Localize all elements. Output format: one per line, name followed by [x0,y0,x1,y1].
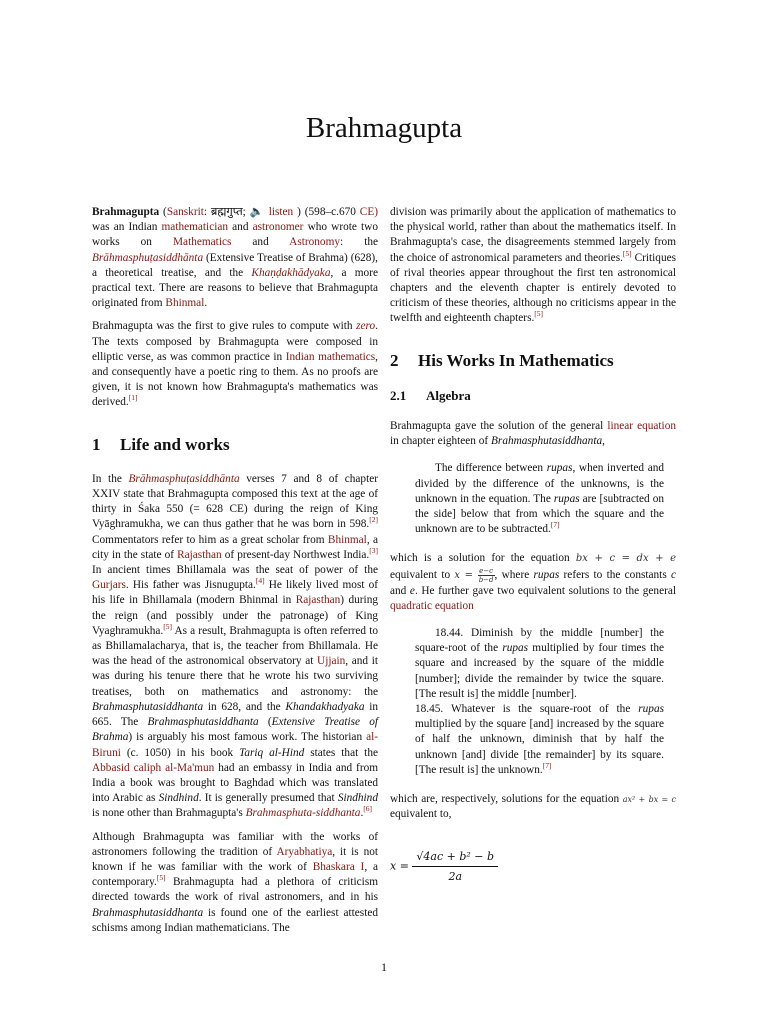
link-work-brahmasphuta-2[interactable]: Brāhmasphuṭasiddhānta [128,472,240,485]
link-abbasid-caliph[interactable]: Abbasid caliph al-Ma'mun [92,761,215,774]
link-bhinmal[interactable]: Bhinmal [165,297,205,310]
linear-solution-paragraph: which is a solution for the equation bx + c = dx + e equivalent to x = $\frac{e-c}{b-d}$ , where rupas refers to the constants c and e. He further gave two equivalent solutions to the general quadratic equation [390,552,677,612]
citation-2[interactable]: [2] [369,515,378,525]
link-gurjars[interactable]: Gurjars [92,579,126,592]
section-heading-works: 2 His Works In Mathematics [390,350,614,370]
citation-5c[interactable]: [5] [622,248,632,258]
citation-1[interactable]: [1] [128,393,138,403]
citation-5b[interactable]: [5] [156,873,166,883]
quote-quadratic-rule: 18.44. Diminish by the middle [number] the square-root of the rupas multiplied by four times the square and increased by the square of the middle [number]; divide the remainder by twice the square. [The result is] the middle [number]. 18.45. Whatever is the square-root of the rupas multiplied by the square [and] increased by the square of half the unknown, diminish that by half the unknown [and] divide [the remainder] by its square. [The result is] the unknown.[7] [415,627,664,776]
sanskrit-text: ब्रह्मगुप्त [210,206,243,218]
link-ce[interactable]: CE) [359,206,378,218]
link-astronomy[interactable]: Astronomy [289,236,341,249]
algebra-paragraph: Brahmagupta gave the solution of the general linear equation in chapter eighteen of Brahmasphutasiddhanta, [390,420,676,448]
zero-paragraph: Brahmagupta was the first to give rules to compute with zero. The texts composed by Brahmagupta were composed in elliptic verse, as was common practice in Indian mathematics, and consequently have a poetic ring to them. As no proofs are given, it is not known how Brahmagupta's mathematics was derived.[1] [92,320,378,409]
intro-paragraph: Brahmagupta (Sanskrit: ब्रह्मगुप्त; 🔈 listen ) (598–c.670 CE) was an Indian mathematician and astronomer who wrote two works on Mathematics and Astronomy: the Brāhmasphuṭasiddhānta (Extensive Treatise of Brahma) (628), a theoretical treatise, and the Khaṇḍakhādyaka, a more practical text. There are reasons to believe that Brahmagupta originated from Bhinmal. [92,206,379,310]
equation-linear: bx + c = dx + e [575,553,677,565]
division-paragraph: division was primarily about the application of mathematics to the physical world, rather than about the mathematics itself. In Brahmagupta's case, the disagreements stemmed largely from the choice of astronomical parameters and theories.[5] Critiques of rival theories appear throughout the first ten astronomical chapters and the eleventh chapter is entirely devoted to criticism of these theories, although no criticisms appear in the twelfth and eighteenth chapters.[5] [390,206,676,325]
link-sanskrit[interactable]: Sanskrit [166,206,204,218]
link-rajasthan[interactable]: Rajasthan [177,548,222,561]
citation-3[interactable]: [3] [369,546,378,556]
link-rajasthan-2[interactable]: Rajasthan [295,594,341,607]
equation-quadratic: ax² + bx = c [622,795,677,805]
link-al-biruni[interactable]: al-Biruni [92,731,378,759]
page-title: Brahmagupta [305,112,463,144]
link-bhaskara-i[interactable]: Bhaskara I [312,860,365,873]
citation-5[interactable]: [5] [163,622,172,632]
link-ujjain[interactable]: Ujjain [317,655,346,668]
speaker-icon: 🔈 [249,206,265,218]
link-indian-mathematics[interactable]: Indian mathematics [285,350,376,363]
section-heading-life: 1 Life and works [92,434,230,454]
citation-4[interactable]: [4] [255,576,265,586]
link-quadratic-equation[interactable]: quadratic equation [390,599,474,612]
subject-name: Brahmagupta [92,206,160,218]
quadratic-formula: x = $\frac{\text{√4ac + b² − b}}{2a}$ [390,849,676,884]
link-work-khandakhadyaka[interactable]: Khaṇḍakhādyaka [251,266,331,279]
rivals-paragraph: Although Brahmagupta was familiar with the works of astronomers following the tradition of Aryabhatiya, it is not known if he was familiar with the work of Bhaskara I, a contemporary.[5] Brahmagupta had a plethora of criticism directed towards the work of rival astronomers, and in his Brahmasphutasiddhanta is found one of the earliest attested schisms among Indian mathematicians. The [92,830,379,934]
citation-7b[interactable]: [7] [542,761,552,771]
left-column [92,205,378,944]
equation-x-solution: x = $\frac{e-c}{b-d}$ [454,566,494,584]
page-number: 1 [381,960,387,974]
link-mathematician[interactable]: mathematician [161,221,229,234]
link-bhinmal-2[interactable]: Bhinmal [327,533,367,546]
link-zero[interactable]: zero [356,320,376,333]
link-linear-equation[interactable]: linear equation [607,420,676,433]
link-mathematics[interactable]: Mathematics [173,236,232,249]
link-work-brahmasphuta[interactable]: Brāhmasphuṭasiddhānta [92,251,204,264]
right-column [390,205,676,884]
link-aryabhatiya[interactable]: Aryabhatiya [276,845,333,858]
link-astronomer[interactable]: astronomer [252,221,304,234]
citation-5d[interactable]: [5] [534,309,544,319]
subsection-heading-algebra: 2.1 Algebra [390,387,471,403]
citation-7[interactable]: [7] [550,520,560,530]
life-paragraph: In the Brāhmasphuṭasiddhānta verses 7 and 8 of chapter XXIV state that Brahmagupta composed this text at the age of thirty in Śaka 550 (= 628 CE) during the reign of King Vyāghramukha, we can thus gather that he was born in 598.[2] Commentators refer to him as a great scholar from Bhinmal, a city in the state of Rajasthan of present-day Northwest India.[3] In ancient times Bhillamala was the seat of power of the Gurjars. His father was Jisnugupta.[4] He likely lived most of his life in Bhillamala (modern Bhinmal in Rajasthan) during the reign (and possibly under the patronage) of King Vyaghramukha.[5] As a result, Brahmagupta is often referred to as Bhillamalacharya, that is, the teacher from Bhillamala. He was the head of the astronomical observatory at Ujjain, and it was during his tenure there that he wrote his two surviving treatises, both on mathematics and astronomy: the Brahmasphutasiddhanta in 628, and the Khandakhadyaka in 665. The Brahmasphutasiddhanta (Extensive Treatise of Brahma) is arguably his most famous work. The historian al-Biruni (c. 1050) in his book Tariq al-Hind states that the Abbasid caliph al-Ma'mun had an embassy in India and from India a book was brought to Baghdad which was translated into Arabic as Sindhind. It is generally presumed that Sindhind is none other than Brahmagupta's Brahmasphuta-siddhanta.[6] [92,472,379,820]
listen-link[interactable]: 🔈 listen [249,206,294,218]
quote-linear-rule: The difference between rupas, when inverted and divided by the difference of the unknowns, is the unknown in the equation. The rupas are [subtracted on the side] below that from which the square and the unknown are to be subtracted.[7] [415,462,665,536]
citation-6[interactable]: [6] [363,804,373,814]
link-brahmasphuta-siddhanta[interactable]: Brahmasphuta-siddhanta [245,807,361,820]
quadratic-solution-paragraph: which are, respectively, solutions for the equation ax² + bx = c equivalent to, [390,793,677,821]
